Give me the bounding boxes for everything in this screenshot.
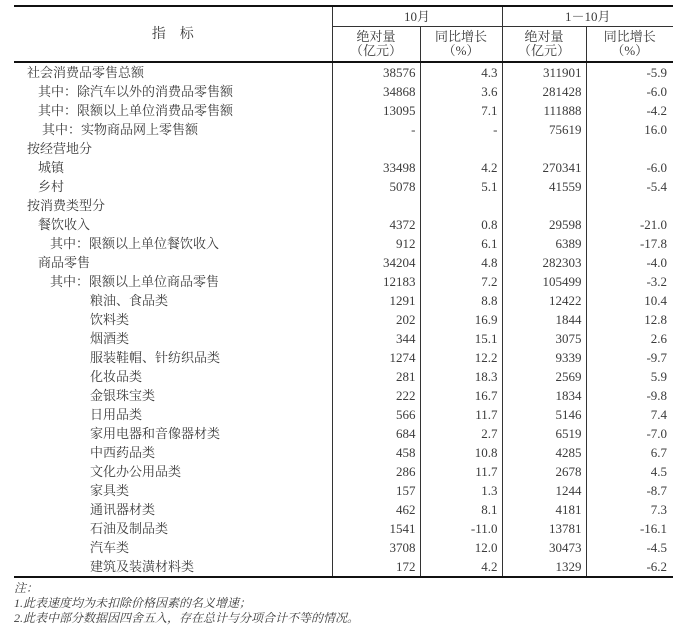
row-indicator-label: 建筑及装潢材料类 bbox=[14, 557, 332, 577]
cell-oct-absolute: 1541 bbox=[332, 519, 420, 538]
row-indicator-label: 中西药品类 bbox=[14, 443, 332, 462]
cell-oct-absolute bbox=[332, 139, 420, 158]
subheader-line1: 同比增长 bbox=[435, 28, 488, 44]
cell-oct-growth bbox=[420, 139, 502, 158]
subheader-line2: （亿元） bbox=[518, 42, 571, 58]
cell-oct-growth: 11.7 bbox=[420, 462, 502, 481]
row-indicator-label: 商品零售 bbox=[14, 253, 332, 272]
cell-oct-growth: 15.1 bbox=[420, 329, 502, 348]
row-indicator-label: 按经营地分 bbox=[14, 139, 332, 158]
subheader-oct-absolute bbox=[332, 27, 420, 63]
cell-oct-absolute: 1274 bbox=[332, 348, 420, 367]
subheader-line1: 绝对量 bbox=[524, 28, 564, 44]
cell-oct-absolute: 34868 bbox=[332, 82, 420, 101]
cell-oct-absolute: 286 bbox=[332, 462, 420, 481]
row-indicator-label: 通讯器材类 bbox=[14, 500, 332, 519]
cell-oct-growth bbox=[420, 196, 502, 215]
notes-title: 注： bbox=[14, 581, 39, 595]
header-group-row bbox=[14, 6, 673, 27]
row-indicator-label: 其中：限额以上单位消费品零售额 bbox=[14, 101, 332, 120]
cell-ytd-absolute: 41559 bbox=[502, 177, 586, 196]
cell-ytd-absolute: 1834 bbox=[502, 386, 586, 405]
row-indicator-label: 服装鞋帽、针纺织品类 bbox=[14, 348, 332, 367]
cell-ytd-absolute: 282303 bbox=[502, 253, 586, 272]
cell-oct-growth: - bbox=[420, 120, 502, 139]
row-indicator-label: 家具类 bbox=[14, 481, 332, 500]
cell-oct-absolute: 5078 bbox=[332, 177, 420, 196]
row-indicator-label: 饮料类 bbox=[14, 310, 332, 329]
retail-sales-stats-table bbox=[14, 5, 673, 578]
cell-ytd-growth: -4.2 bbox=[646, 103, 668, 118]
cell-oct-absolute: - bbox=[332, 120, 420, 139]
cell-ytd-absolute: 4285 bbox=[502, 443, 586, 462]
cell-ytd-absolute: 1329 bbox=[502, 557, 586, 577]
cell-ytd-absolute bbox=[502, 139, 586, 158]
cell-ytd-absolute: 9339 bbox=[502, 348, 586, 367]
table-row bbox=[14, 386, 673, 405]
row-indicator-label: 城镇 bbox=[14, 158, 332, 177]
cell-ytd-growth: -16.1 bbox=[639, 521, 668, 536]
row-indicator-label: 其中：限额以上单位商品零售 bbox=[14, 272, 332, 291]
cell-ytd-growth: -6.0 bbox=[646, 84, 668, 99]
table-row bbox=[14, 310, 673, 329]
cell-oct-growth: 1.3 bbox=[420, 481, 502, 500]
header-group-october: 10月 bbox=[332, 6, 502, 27]
cell-oct-growth: 18.3 bbox=[420, 367, 502, 386]
row-indicator-label: 乡村 bbox=[14, 177, 332, 196]
cell-oct-growth: 6.1 bbox=[420, 234, 502, 253]
cell-oct-absolute: 3708 bbox=[332, 538, 420, 557]
cell-oct-absolute: 344 bbox=[332, 329, 420, 348]
cell-ytd-absolute: 12422 bbox=[502, 291, 586, 310]
cell-oct-growth: 7.1 bbox=[420, 101, 502, 120]
cell-oct-growth: 4.3 bbox=[420, 62, 502, 82]
cell-oct-absolute: 566 bbox=[332, 405, 420, 424]
row-indicator-label: 烟酒类 bbox=[14, 329, 332, 348]
cell-ytd-absolute: 13781 bbox=[502, 519, 586, 538]
cell-ytd-growth: -7.0 bbox=[646, 426, 668, 441]
row-indicator-label: 汽车类 bbox=[14, 538, 332, 557]
table-row bbox=[14, 253, 673, 272]
table-header bbox=[14, 6, 673, 62]
cell-oct-growth: 16.9 bbox=[420, 310, 502, 329]
row-indicator-label: 化妆品类 bbox=[14, 367, 332, 386]
cell-oct-growth: 10.8 bbox=[420, 443, 502, 462]
subheader-ytd-growth bbox=[586, 27, 673, 63]
cell-oct-growth: 3.6 bbox=[420, 82, 502, 101]
cell-ytd-absolute: 2678 bbox=[502, 462, 586, 481]
cell-oct-growth: 5.1 bbox=[420, 177, 502, 196]
cell-oct-absolute: 462 bbox=[332, 500, 420, 519]
cell-oct-growth: 12.0 bbox=[420, 538, 502, 557]
table-row bbox=[14, 82, 673, 101]
cell-ytd-absolute: 5146 bbox=[502, 405, 586, 424]
subheader-line2: （%） bbox=[611, 42, 649, 58]
cell-oct-growth: 11.7 bbox=[420, 405, 502, 424]
cell-oct-growth: 12.2 bbox=[420, 348, 502, 367]
subheader-line1: 同比增长 bbox=[603, 28, 656, 44]
table-row bbox=[14, 424, 673, 443]
cell-ytd-absolute: 111888 bbox=[502, 101, 586, 120]
cell-ytd-absolute: 311901 bbox=[502, 62, 586, 82]
cell-ytd-growth: 2.6 bbox=[650, 331, 668, 346]
row-indicator-label: 餐饮收入 bbox=[14, 215, 332, 234]
cell-ytd-growth: -17.8 bbox=[639, 236, 668, 251]
cell-oct-absolute: 458 bbox=[332, 443, 420, 462]
table-row bbox=[14, 120, 673, 139]
cell-ytd-growth: 16.0 bbox=[644, 122, 668, 137]
row-indicator-label: 其中：除汽车以外的消费品零售额 bbox=[14, 82, 332, 101]
table-row bbox=[14, 481, 673, 500]
table-row bbox=[14, 234, 673, 253]
cell-ytd-growth: 12.8 bbox=[644, 312, 668, 327]
cell-oct-growth: 4.2 bbox=[420, 557, 502, 577]
cell-ytd-growth bbox=[586, 196, 673, 215]
table-row bbox=[14, 500, 673, 519]
cell-ytd-growth bbox=[586, 139, 673, 158]
cell-ytd-growth: 5.9 bbox=[650, 369, 668, 384]
cell-ytd-absolute: 30473 bbox=[502, 538, 586, 557]
row-indicator-label: 金银珠宝类 bbox=[14, 386, 332, 405]
subheader-ytd-absolute bbox=[502, 27, 586, 63]
cell-ytd-absolute: 6519 bbox=[502, 424, 586, 443]
table-row bbox=[14, 519, 673, 538]
table-row bbox=[14, 291, 673, 310]
cell-oct-absolute: 12183 bbox=[332, 272, 420, 291]
table-row bbox=[14, 348, 673, 367]
note-item-1: 1.此表速度均为未扣除价格因素的名义增速； bbox=[14, 596, 252, 610]
cell-oct-absolute: 684 bbox=[332, 424, 420, 443]
cell-ytd-absolute: 1844 bbox=[502, 310, 586, 329]
table-row bbox=[14, 158, 673, 177]
cell-oct-absolute: 222 bbox=[332, 386, 420, 405]
cell-ytd-growth: -4.5 bbox=[646, 540, 668, 555]
table-row bbox=[14, 538, 673, 557]
cell-ytd-absolute: 4181 bbox=[502, 500, 586, 519]
cell-ytd-growth: -5.9 bbox=[646, 65, 668, 80]
table-row bbox=[14, 139, 673, 158]
header-group-jan-to-oct: 1－10月 bbox=[502, 6, 673, 27]
row-indicator-label: 按消费类型分 bbox=[14, 196, 332, 215]
row-indicator-label: 日用品类 bbox=[14, 405, 332, 424]
cell-ytd-absolute: 281428 bbox=[502, 82, 586, 101]
cell-ytd-growth: 7.4 bbox=[650, 407, 668, 422]
cell-ytd-growth: -4.0 bbox=[646, 255, 668, 270]
cell-oct-absolute bbox=[332, 196, 420, 215]
cell-oct-growth: 0.8 bbox=[420, 215, 502, 234]
cell-ytd-absolute: 105499 bbox=[502, 272, 586, 291]
indicator-column-header: 指 标 bbox=[14, 6, 332, 62]
cell-ytd-growth: 7.3 bbox=[650, 502, 668, 517]
cell-oct-absolute: 202 bbox=[332, 310, 420, 329]
cell-ytd-growth: 6.7 bbox=[650, 445, 668, 460]
cell-ytd-absolute: 270341 bbox=[502, 158, 586, 177]
cell-oct-growth: 4.8 bbox=[420, 253, 502, 272]
table-row bbox=[14, 557, 673, 577]
cell-oct-growth: 8.8 bbox=[420, 291, 502, 310]
row-indicator-label: 社会消费品零售总额 bbox=[14, 62, 332, 82]
row-indicator-label: 其中：实物商品网上零售额 bbox=[14, 120, 332, 139]
cell-ytd-growth: 10.4 bbox=[644, 293, 668, 308]
cell-oct-growth: 7.2 bbox=[420, 272, 502, 291]
subheader-line2: （亿元） bbox=[349, 42, 402, 58]
cell-ytd-absolute: 3075 bbox=[502, 329, 586, 348]
cell-oct-absolute: 172 bbox=[332, 557, 420, 577]
table-row bbox=[14, 177, 673, 196]
cell-ytd-growth: -6.0 bbox=[646, 160, 668, 175]
cell-oct-growth: 2.7 bbox=[420, 424, 502, 443]
table-row bbox=[14, 443, 673, 462]
cell-ytd-growth: -9.8 bbox=[646, 388, 668, 403]
table-row bbox=[14, 462, 673, 481]
subheader-line1: 绝对量 bbox=[356, 28, 396, 44]
table-row bbox=[14, 329, 673, 348]
cell-oct-absolute: 4372 bbox=[332, 215, 420, 234]
cell-ytd-absolute: 6389 bbox=[502, 234, 586, 253]
table-body bbox=[14, 62, 673, 577]
cell-oct-growth: 16.7 bbox=[420, 386, 502, 405]
note-item-2: 2.此表中部分数据因四舍五入，存在总计与分项合计不等的情况。 bbox=[14, 611, 360, 625]
row-indicator-label: 粮油、食品类 bbox=[14, 291, 332, 310]
cell-oct-absolute: 912 bbox=[332, 234, 420, 253]
cell-oct-absolute: 1291 bbox=[332, 291, 420, 310]
cell-oct-absolute: 38576 bbox=[332, 62, 420, 82]
cell-oct-growth: 8.1 bbox=[420, 500, 502, 519]
cell-oct-growth: 4.2 bbox=[420, 158, 502, 177]
cell-ytd-absolute bbox=[502, 196, 586, 215]
row-indicator-label: 家用电器和音像器材类 bbox=[14, 424, 332, 443]
row-indicator-label: 文化办公用品类 bbox=[14, 462, 332, 481]
cell-ytd-growth: -5.4 bbox=[646, 179, 668, 194]
cell-oct-absolute: 34204 bbox=[332, 253, 420, 272]
cell-oct-absolute: 157 bbox=[332, 481, 420, 500]
cell-ytd-growth: -9.7 bbox=[646, 350, 668, 365]
cell-ytd-growth: -21.0 bbox=[639, 217, 668, 232]
table-row bbox=[14, 272, 673, 291]
cell-oct-absolute: 13095 bbox=[332, 101, 420, 120]
row-indicator-label: 其中：限额以上单位餐饮收入 bbox=[14, 234, 332, 253]
cell-ytd-growth: -6.2 bbox=[646, 559, 668, 574]
table-row bbox=[14, 405, 673, 424]
cell-oct-absolute: 33498 bbox=[332, 158, 420, 177]
table-row bbox=[14, 367, 673, 386]
subheader-oct-growth bbox=[420, 27, 502, 63]
table-row bbox=[14, 196, 673, 215]
cell-ytd-growth: -8.7 bbox=[646, 483, 668, 498]
table-row bbox=[14, 101, 673, 120]
cell-ytd-absolute: 29598 bbox=[502, 215, 586, 234]
table-notes bbox=[14, 581, 695, 626]
table-row bbox=[14, 62, 673, 82]
row-indicator-label: 石油及制品类 bbox=[14, 519, 332, 538]
cell-ytd-growth: -3.2 bbox=[646, 274, 668, 289]
cell-ytd-absolute: 2569 bbox=[502, 367, 586, 386]
subheader-line2: （%） bbox=[442, 42, 480, 58]
cell-ytd-absolute: 75619 bbox=[502, 120, 586, 139]
cell-ytd-growth: 4.5 bbox=[650, 464, 668, 479]
cell-oct-absolute: 281 bbox=[332, 367, 420, 386]
cell-ytd-absolute: 1244 bbox=[502, 481, 586, 500]
cell-oct-growth: -11.0 bbox=[420, 519, 502, 538]
table-row bbox=[14, 215, 673, 234]
